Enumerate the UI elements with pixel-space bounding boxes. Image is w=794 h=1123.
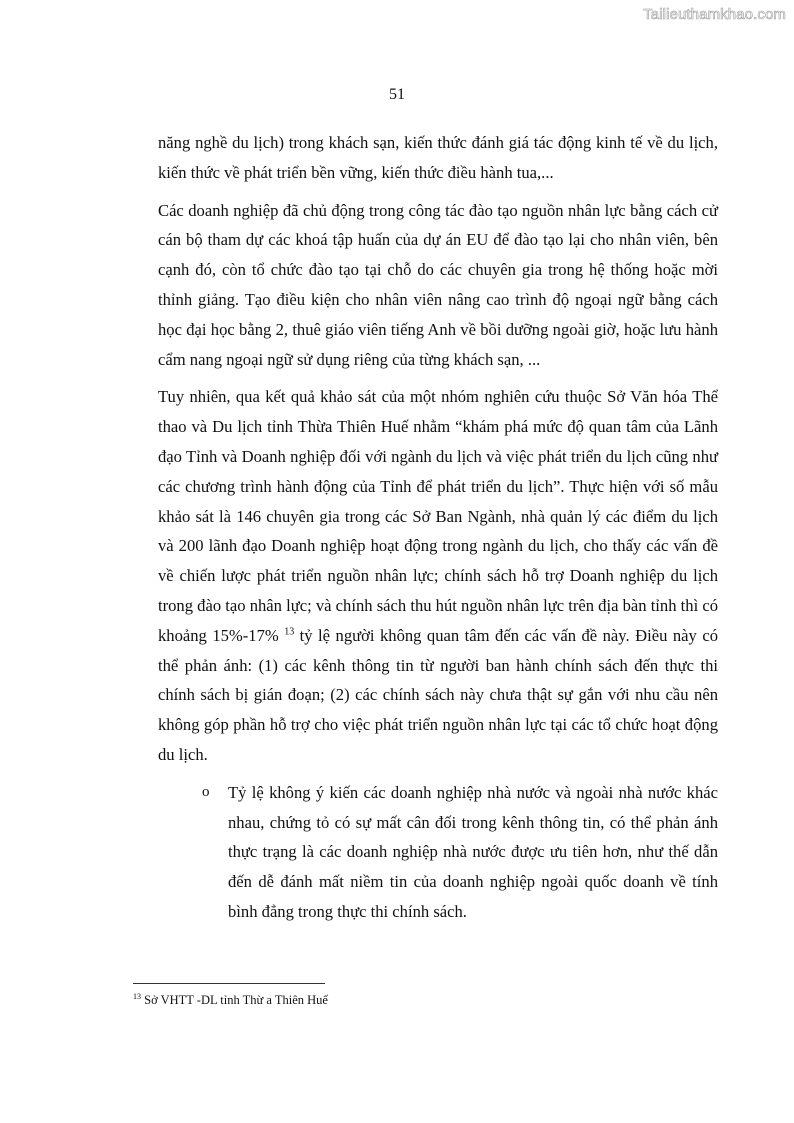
page-number: 51 [389, 86, 405, 103]
document-body [158, 128, 718, 927]
footnote [133, 992, 328, 1008]
footnote-number: 13 [133, 991, 141, 1001]
paragraph [158, 382, 718, 769]
bullet-text: Tỷ lệ không ý kiến các doanh nghiệp nhà nước và ngoài nhà nước khác nhau, chứng tỏ có sự mất cân đối trong kênh thông tin, có thể phản ánh thực trạng là các doanh nghiệp nhà nước được ưu tiên hơn, như thế dẫn đến dễ đánh mất niềm tin của doanh nghiệp ngoài quốc doanh về tính bình đẳng trong thực thi chính sách. [228, 782, 718, 921]
footnote-divider [133, 983, 325, 984]
watermark: Tailieuthamkhao.com [643, 6, 786, 23]
bullet-marker-icon: o [202, 783, 210, 800]
footnote-text: Sở VHTT -DL tỉnh Thừ a Thiên Huế [144, 993, 328, 1007]
paragraph-text: Tuy nhiên, qua kết quả khảo sát của một nhóm nghiên cứu thuộc Sở Văn hóa Thể thao và Du lịch tỉnh Thừa Thiên Huế nhằm “khám phá mức độ quan tâm của Lãnh đạo Tỉnh và Doanh nghiệp đối với ngành du lịch và việc phát triển du lịch cũng như các chương trình hành động của Tỉnh để phát triển du lịch”. Thực hiện với số mẫu khảo sát là 146 chuyên gia trong các Sở Ban Ngành, nhà quản lý các điểm du lịch và 200 lãnh đạo Doanh nghiệp hoạt động trong ngành du lịch, cho thấy các vấn đề về chiến lược phát triển nguồn nhân lực; chính sách hỗ trợ Doanh nghiệp du lịch trong đào tạo nhân lực; và chính sách thu hút nguồn nhân lực trên địa bàn tỉnh thì có khoảng 15%-17% [158, 387, 718, 645]
footnote-reference[interactable]: 13 [284, 626, 295, 638]
bullet-list-item [202, 778, 718, 927]
paragraph: năng nghề du lịch) trong khách sạn, kiến thức đánh giá tác động kinh tế về du lịch, kiến thức về phát triển bền vững, kiến thức điều hành tua,... [158, 133, 718, 182]
paragraph: Các doanh nghiệp đã chủ động trong công tác đào tạo nguồn nhân lực bằng cách cử cán bộ tham dự các khoá tập huấn của dự án EU để đào tạo lại cho nhân viên, bên cạnh đó, còn tổ chức đào tạo tại chỗ do các chuyên gia trong hệ thống hoặc mời thỉnh giảng. Tạo điều kiện cho nhân viên nâng cao trình độ ngoại ngữ bằng cách học đại học bằng 2, thuê giáo viên tiếng Anh về bồi dưỡng ngoài giờ, hoặc lưu hành cẩm nang ngoại ngữ sử dụng riêng của từng khách sạn, ... [158, 200, 718, 369]
paragraph-text: tỷ lệ người không quan tâm đến các vấn đề này. Điều này có thể phản ánh: (1) các kênh thông tin từ người ban hành chính sách đến thực thi chính sách bị gián đoạn; (2) các chính sách này chưa thật sự gắn với nhu cầu nên không góp phần hỗ trợ cho việc phát triển nguồn nhân lực tại các tổ chức hoạt động du lịch. [158, 625, 718, 764]
